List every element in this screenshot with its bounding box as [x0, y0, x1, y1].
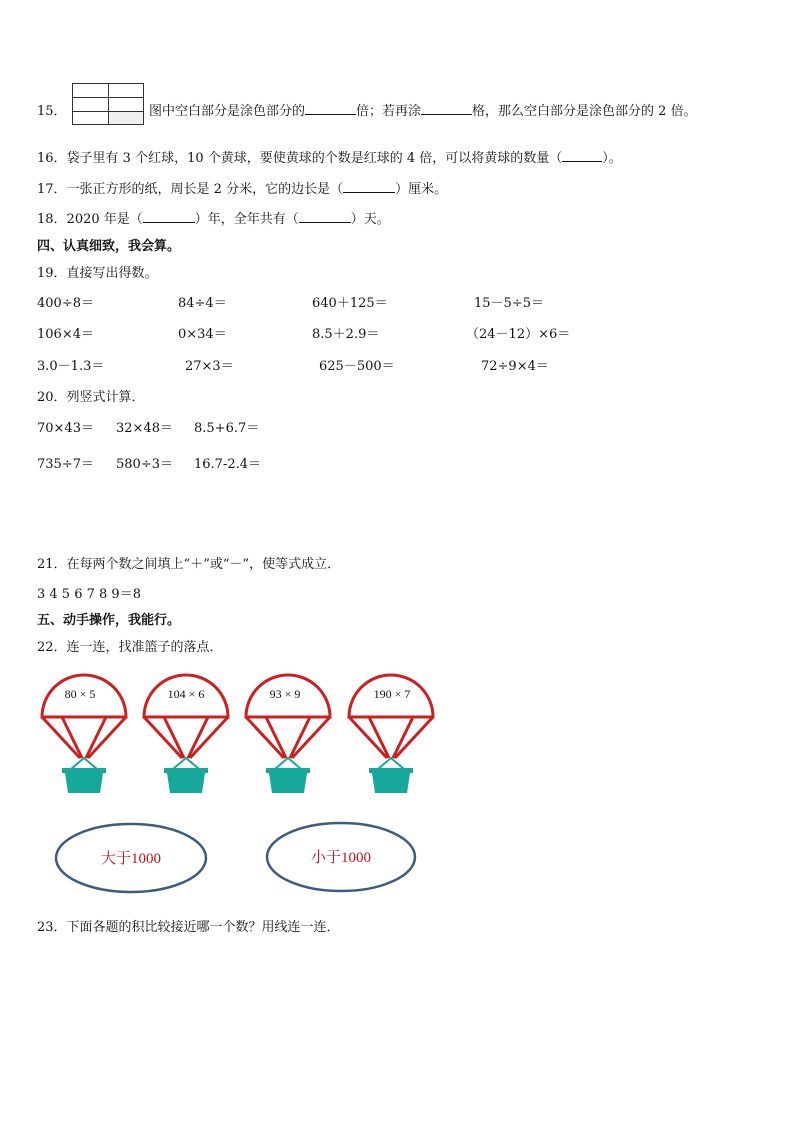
- q19-item: （24－12）×6＝: [466, 327, 571, 342]
- q19-item: 0×34＝: [178, 327, 227, 342]
- basket-icon: [62, 758, 106, 793]
- grid-cell: [108, 83, 144, 98]
- q19-item: 106×4＝: [37, 327, 94, 342]
- q19-item: 400÷8＝: [37, 296, 94, 311]
- q20-item: 580÷3＝: [116, 457, 173, 472]
- parachute-3[interactable]: [246, 675, 330, 793]
- q15-text: [149, 100, 697, 119]
- parachute-4[interactable]: [349, 675, 433, 793]
- q23-title: 23．下面各题的积比较接近哪一个数？用线连一连．: [37, 920, 340, 935]
- q18-blank-1[interactable]: [143, 210, 195, 223]
- q19-item: 15－5÷5＝: [474, 296, 544, 311]
- q19-item: 27×3＝: [185, 359, 234, 374]
- basket-icon: [266, 758, 310, 793]
- grid-cell: [72, 83, 109, 98]
- q19-item: 84÷4＝: [178, 296, 227, 311]
- q20-title: 20．列竖式计算．: [37, 390, 145, 405]
- parachute-2[interactable]: [144, 675, 228, 793]
- q22-figure: [0, 660, 794, 900]
- q17-text: [37, 178, 447, 197]
- parachute-label: 93 × 9: [269, 687, 301, 701]
- parachute-1[interactable]: [42, 675, 126, 793]
- grid-cell: [72, 111, 109, 125]
- grid-cell: [108, 97, 144, 112]
- q20-item: 8.5+6.7＝: [194, 421, 260, 436]
- target-label: 大于1000: [100, 851, 162, 867]
- q15-text-c: 格，那么空白部分是涂色部分的 2 倍。: [472, 104, 697, 119]
- q19-title: 19．直接写出得数。: [37, 266, 158, 281]
- q16-text-b: ）。: [602, 151, 622, 166]
- q18-text-c: ）天。: [350, 212, 390, 227]
- q19-item: 8.5＋2.9＝: [312, 327, 380, 342]
- section-4-heading: 四、认真细致，我会算。: [37, 239, 181, 254]
- q21-equation: 3 4 5 6 7 8 9＝8: [37, 587, 141, 602]
- target-greater-than-1000[interactable]: [56, 824, 206, 892]
- q19-item: 640＋125＝: [312, 296, 388, 311]
- target-less-than-1000[interactable]: [267, 823, 415, 891]
- q16-blank[interactable]: [562, 149, 602, 162]
- parachute-label: 80 × 5: [64, 687, 96, 701]
- q18-blank-2[interactable]: [299, 210, 351, 223]
- parachute-label: 104 × 6: [167, 687, 205, 701]
- q15-text-b: 倍；若再涂: [356, 104, 422, 119]
- q18-text: [37, 208, 390, 227]
- q18-text-a: 18．2020 年是（: [37, 212, 143, 227]
- basket-icon: [369, 758, 413, 793]
- q20-item: 70×43＝: [37, 421, 94, 436]
- q20-item: 32×48＝: [116, 421, 173, 436]
- parachute-label: 190 × 7: [373, 687, 411, 701]
- q19-item: 72÷9×4＝: [481, 359, 549, 374]
- grid-cell-shaded: [108, 111, 144, 125]
- q16-text: [37, 147, 622, 166]
- basket-icon: [164, 758, 208, 793]
- q18-text-b: ）年，全年共有（: [194, 212, 299, 227]
- q15-blank-1[interactable]: [305, 102, 356, 115]
- q22-title: 22．连一连，找准篮子的落点．: [37, 640, 223, 655]
- q20-item: 735÷7＝: [37, 457, 94, 472]
- q21-title: 21．在每两个数之间填上“＋”或“－”，使等式成立．: [37, 557, 341, 572]
- q19-item: 625－500＝: [319, 359, 395, 374]
- target-label: 小于1000: [310, 850, 372, 866]
- q20-item: 16.7-2.4＝: [194, 457, 262, 472]
- section-5-heading: 五、动手操作，我能行。: [37, 613, 181, 628]
- q19-item: 3.0－1.3＝: [37, 359, 105, 374]
- grid-cell: [72, 97, 109, 112]
- q17-text-a: 17．一张正方形的纸，周长是 2 分米，它的边长是（: [37, 182, 344, 197]
- q15-blank-2[interactable]: [421, 102, 472, 115]
- q15-number: 15．: [37, 104, 67, 119]
- q17-blank[interactable]: [343, 180, 395, 193]
- q16-text-a: 16．袋子里有 3 个红球，10 个黄球，要使黄球的个数是红球的 4 倍，可以将黄球的数量（: [37, 151, 563, 166]
- q17-text-b: ）厘米。: [395, 182, 448, 197]
- q15-grid-figure: [72, 83, 144, 125]
- q15-text-a: 图中空白部分是涂色部分的: [149, 104, 306, 119]
